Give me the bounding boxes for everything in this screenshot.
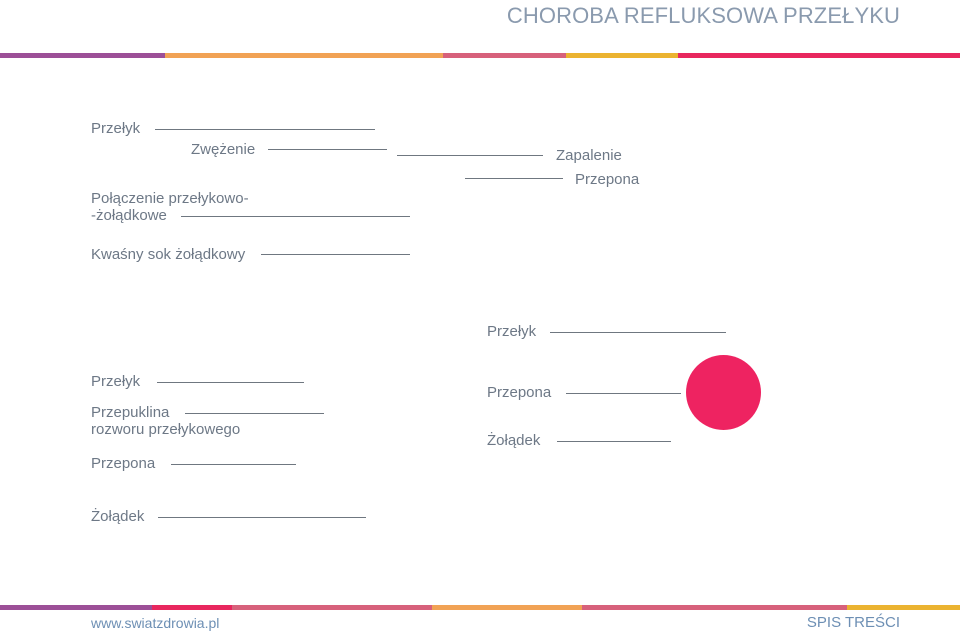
- leader-line: [557, 441, 671, 442]
- label-przepona-left: Przepona: [91, 455, 156, 472]
- leader-line: [261, 254, 410, 255]
- leader-line: [550, 332, 726, 333]
- page-title: CHOROBA REFLUKSOWA PRZEŁYKU: [506, 3, 900, 28]
- label-zoladek-right: Żołądek: [487, 432, 541, 449]
- label-przepona-right: Przepona: [487, 384, 552, 401]
- label-przelyk-right: Przełyk: [487, 323, 537, 340]
- leader-line: [465, 178, 563, 179]
- label-przepuklina: Przepuklina rozworu przełykowego: [91, 404, 241, 438]
- top-color-stripe: [0, 53, 960, 58]
- label-polaczenie: Połączenie przełykowo- -żołądkowe: [91, 190, 249, 224]
- leader-line: [155, 129, 375, 130]
- footer-website-link[interactable]: www.swiatzdrowia.pl: [91, 615, 220, 631]
- label-przelyk-left: Przełyk: [91, 373, 141, 390]
- leader-line: [185, 413, 324, 414]
- label-zapalenie: Zapalenie: [556, 147, 622, 164]
- bottom-color-stripe: [0, 605, 960, 610]
- leader-line: [566, 393, 681, 394]
- leader-line: [157, 382, 304, 383]
- leader-line: [268, 149, 387, 150]
- label-przelyk-top: Przełyk: [91, 120, 141, 137]
- label-zwezenie: Zwężenie: [191, 141, 256, 158]
- leader-line: [397, 155, 543, 156]
- pink-circle-marker: [686, 355, 761, 430]
- label-kwasny-sok: Kwaśny sok żołądkowy: [91, 246, 246, 263]
- leader-line: [158, 517, 366, 518]
- label-zoladek-left: Żołądek: [91, 508, 145, 525]
- leader-line: [181, 216, 410, 217]
- leader-line: [171, 464, 296, 465]
- table-of-contents-link[interactable]: SPIS TREŚCI: [806, 614, 900, 631]
- label-przepona-top: Przepona: [575, 171, 640, 188]
